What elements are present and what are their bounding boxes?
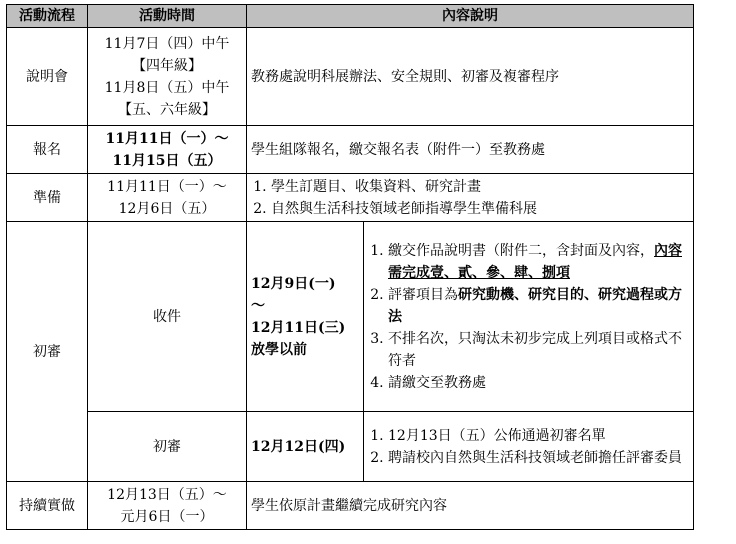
list-item: 4. 請繳交至教務處 bbox=[388, 372, 689, 394]
schedule-table bbox=[6, 4, 694, 530]
content-collect bbox=[364, 222, 694, 412]
header-stage: 活動流程 bbox=[7, 5, 88, 28]
row-prepare bbox=[7, 174, 694, 222]
time-register bbox=[88, 126, 247, 174]
time-line: 12月9日(一) bbox=[251, 275, 336, 292]
time-line: 元月6日（一） bbox=[120, 508, 214, 525]
time-judge: 12月12日(四) bbox=[247, 412, 364, 482]
content-judge bbox=[364, 412, 694, 482]
item-emphasis: 研究動機、研究目的、研究過程或方法 bbox=[388, 286, 682, 325]
time-line: 11月15日（五） bbox=[112, 152, 222, 169]
time-line: 放學以前 bbox=[251, 341, 307, 358]
list-item bbox=[388, 284, 689, 328]
content-continue: 學生依原計畫繼續完成研究內容 bbox=[247, 482, 694, 530]
row-review-collect bbox=[7, 222, 694, 412]
content-prepare bbox=[247, 174, 694, 222]
list-item: 2. 聘請校內自然與生活科技領域老師擔任評審委員 bbox=[388, 447, 689, 469]
row-briefing bbox=[7, 28, 694, 126]
list-item bbox=[388, 240, 689, 284]
item-emphasis: 內容需完成壹、貳、參、肆、捌項 bbox=[388, 242, 682, 281]
content-register: 學生組隊報名，繳交報名表（附件一）至教務處 bbox=[247, 126, 694, 174]
time-line: ～ bbox=[251, 297, 265, 314]
list-item: 1. 學生訂題目、收集資料、研究計畫 bbox=[271, 176, 689, 198]
time-line: 11月11日（一）～ bbox=[105, 130, 229, 147]
time-prepare bbox=[88, 174, 247, 222]
list-item: 3. 不排名次，只淘汰未初步完成上列項目或格式不符者 bbox=[388, 328, 689, 372]
time-line: 11月11日（一）～ bbox=[107, 178, 227, 195]
substage-judge: 初審 bbox=[88, 412, 247, 482]
time-line: 12月6日（五） bbox=[118, 200, 216, 217]
time-line: 【四年級】 bbox=[132, 57, 202, 74]
header-row bbox=[7, 5, 694, 28]
item-text: 繳交作品說明書（附件二，含封面及內容， bbox=[388, 242, 654, 259]
row-continue bbox=[7, 482, 694, 530]
row-review-judge bbox=[7, 412, 694, 482]
stage-register: 報名 bbox=[7, 126, 88, 174]
stage-review: 初審 bbox=[7, 222, 88, 482]
header-content: 內容說明 bbox=[247, 5, 694, 28]
stage-continue: 持續實做 bbox=[7, 482, 88, 530]
time-line: 11月7日（四）中午 bbox=[104, 35, 230, 52]
time-line: 11月8日（五）中午 bbox=[104, 79, 230, 96]
time-collect bbox=[247, 222, 364, 412]
substage-collect: 收件 bbox=[88, 222, 247, 412]
item-text: 評審項目為 bbox=[388, 286, 458, 303]
stage-prepare: 準備 bbox=[7, 174, 88, 222]
header-time: 活動時間 bbox=[88, 5, 247, 28]
time-line: 12月11日(三) bbox=[251, 319, 346, 336]
row-register bbox=[7, 126, 694, 174]
list-item: 1. 12月13日（五）公佈通過初審名單 bbox=[388, 425, 689, 447]
time-line: 12月13日（五）～ bbox=[107, 486, 227, 503]
time-continue bbox=[88, 482, 247, 530]
list-item: 2. 自然與生活科技領域老師指導學生準備科展 bbox=[271, 198, 689, 220]
content-briefing: 教務處說明科展辦法、安全規則、初審及複審程序 bbox=[247, 28, 694, 126]
time-line: 【五、六年級】 bbox=[118, 101, 216, 118]
time-briefing bbox=[88, 28, 247, 126]
stage-briefing: 說明會 bbox=[7, 28, 88, 126]
